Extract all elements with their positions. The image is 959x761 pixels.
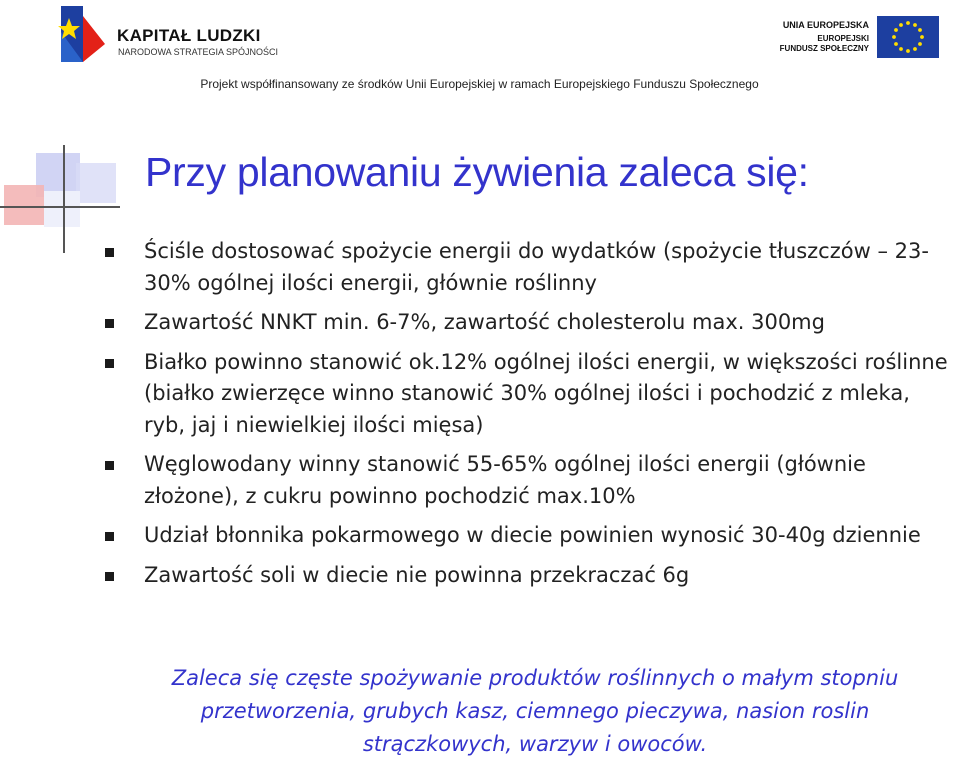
kapital-ludzki-emblem-icon: [55, 4, 111, 66]
bullet-square-icon: [105, 572, 114, 581]
bullet-text: Zawartość NNKT min. 6-7%, zawartość cholesterolu max. 300mg: [144, 310, 825, 334]
list-item: [105, 236, 955, 299]
eu-logo-line3: FUNDUSZ SPOŁECZNY: [779, 44, 869, 53]
kapital-ludzki-title: KAPITAŁ LUDZKI: [117, 26, 261, 45]
slide-title: Przy planowaniu żywienia zaleca się:: [145, 149, 809, 195]
project-cofinancing-line: Projekt współfinansowany ze środków Unii Europejskiej w ramach Europejskiego Funduszu Społecznego: [200, 77, 759, 91]
bullet-square-icon: [105, 248, 114, 257]
bullet-text: Białko powinno stanowić ok.12% ogólnej ilości energii, w większości roślinne (białko zwierzęce winno stanowić 30% ogólnej ilości i pochodzić z mleka, ryb, jaj i niewielkiej ilości mięsa): [144, 349, 948, 437]
bullet-square-icon: [105, 532, 114, 541]
bullet-text: Zawartość soli w diecie nie powinna przekraczać 6g: [144, 562, 690, 587]
kapital-ludzki-logo: [55, 4, 279, 66]
bullet-square-icon: [105, 461, 114, 470]
eu-flag-icon: [877, 16, 939, 58]
kapital-ludzki-subtitle: NARODOWA STRATEGIA SPÓJNOŚCI: [118, 47, 279, 57]
bullet-text: Udział błonnika pokarmowego w diecie powinien wynosić 30-40g dziennie: [144, 523, 921, 547]
list-item: [105, 347, 955, 442]
recommendations-list: [105, 236, 955, 599]
eu-logo-line1: UNIA EUROPEJSKA: [782, 20, 869, 30]
bullet-text: Ściśle dostosować spożycie energii do wydatków (spożycie tłuszczów – 23-30% ogólnej ilości energii, głównie roślinny: [144, 239, 929, 295]
eu-logo: [779, 14, 945, 58]
bullet-square-icon: [105, 359, 114, 368]
eu-logo-line2: EUROPEJSKI: [817, 34, 869, 43]
bullet-square-icon: [105, 319, 114, 328]
list-item: [105, 560, 955, 592]
list-item: [105, 307, 955, 339]
bullet-text: Węglowodany winny stanowić 55-65% ogólnej ilości energii (głównie złożone), z cukru powinno pochodzić max.10%: [144, 452, 866, 508]
list-item: [105, 520, 955, 552]
list-item: [105, 449, 955, 512]
recommendation-note: Zaleca się częste spożywanie produktów roślinnych o małym stopniu przetworzenia, grubych kasz, ciemnego pieczywa, nasion roslin strączkowych, warzyw i owoców.: [171, 666, 899, 756]
